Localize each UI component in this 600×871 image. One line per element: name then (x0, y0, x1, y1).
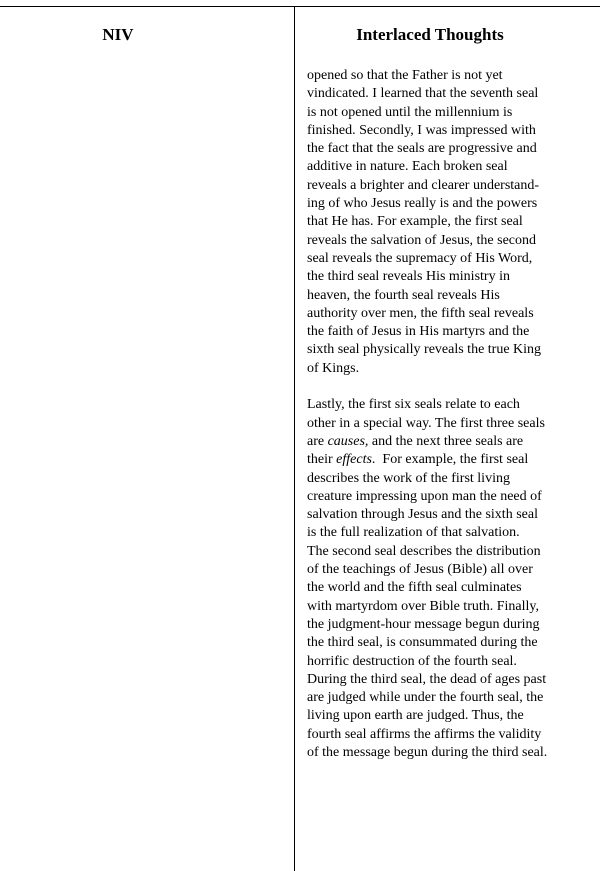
text-line: that He has. For example, the first seal (307, 214, 523, 230)
emphasis-causes: causes, (327, 433, 369, 449)
paragraph-2 (307, 396, 588, 762)
paragraph-1 (307, 67, 588, 378)
text-line: the judgment-hour message begun during (307, 616, 540, 632)
text-line: salvation through Jesus and the sixth seal (307, 507, 538, 523)
text-line: reveals a brighter and clearer understand- (307, 177, 540, 193)
text-line: the third seal, is consummated during the (307, 635, 538, 651)
text-line: of the teachings of Jesus (Bible) all over (307, 562, 533, 578)
text-line: Lastly, the first six seals relate to each (307, 397, 520, 413)
text-line: fourth seal affirms the affirms the validity (307, 726, 542, 742)
text-run: and the next three seals are (368, 433, 524, 449)
text-line: living upon earth are judged. Thus, the (307, 708, 524, 724)
text-line: the faith of Jesus in His martyrs and the (307, 324, 530, 340)
text-line: describes the work of the first living (307, 470, 510, 486)
text-line: heaven, the fourth seal reveals His (307, 287, 500, 303)
text-line: ing of who Jesus really is and the powers (307, 196, 538, 212)
table-top-border (0, 6, 600, 7)
text-line: creature impressing upon man the need of (307, 488, 542, 504)
text-line: are judged while under the fourth seal, the (307, 690, 544, 706)
text-line: the fact that the seals are progressive and (307, 141, 537, 157)
text-line: is not opened until the millennium is (307, 104, 513, 120)
column-divider (294, 6, 295, 871)
text-line: sixth seal physically reveals the true King (307, 342, 542, 358)
text-line: horrific destruction of the fourth seal. (307, 653, 517, 669)
text-line: is the full realization of that salvation. (307, 525, 520, 541)
text-line: The second seal describes the distribution (307, 543, 541, 559)
interlaced-thoughts-text (307, 67, 588, 762)
text-run: . For example, the first seal (371, 452, 529, 468)
text-line: the world and the fifth seal culminates (307, 580, 522, 596)
text-line: with martyrdom over Bible truth. Finally, (307, 598, 540, 614)
text-line: During the third seal, the dead of ages past (307, 671, 547, 687)
niv-column-header: NIV (102, 25, 134, 44)
text-line: vindicated. I learned that the seventh seal (307, 86, 539, 102)
text-line: other in a special way. The first three seals (307, 415, 545, 431)
text-run: their (307, 452, 337, 468)
text-line (307, 451, 588, 469)
text-line: finished. Secondly, I was impressed with (307, 122, 536, 138)
text-run: are (307, 433, 328, 449)
text-line: opened so that the Father is not yet (307, 68, 503, 83)
text-line (307, 433, 588, 451)
text-line: the third seal reveals His ministry in (307, 269, 510, 285)
text-line: authority over men, the fifth seal reveals (307, 305, 534, 321)
text-line: seal reveals the supremacy of His Word, (307, 250, 533, 266)
text-line: of the message begun during the third seal. (307, 744, 548, 760)
text-line: additive in nature. Each broken seal (307, 159, 508, 175)
text-line: of Kings. (307, 360, 360, 376)
interlaced-thoughts-column-header: Interlaced Thoughts (356, 25, 504, 44)
text-line: reveals the salvation of Jesus, the second (307, 232, 536, 248)
emphasis-effects: effects (336, 452, 372, 468)
